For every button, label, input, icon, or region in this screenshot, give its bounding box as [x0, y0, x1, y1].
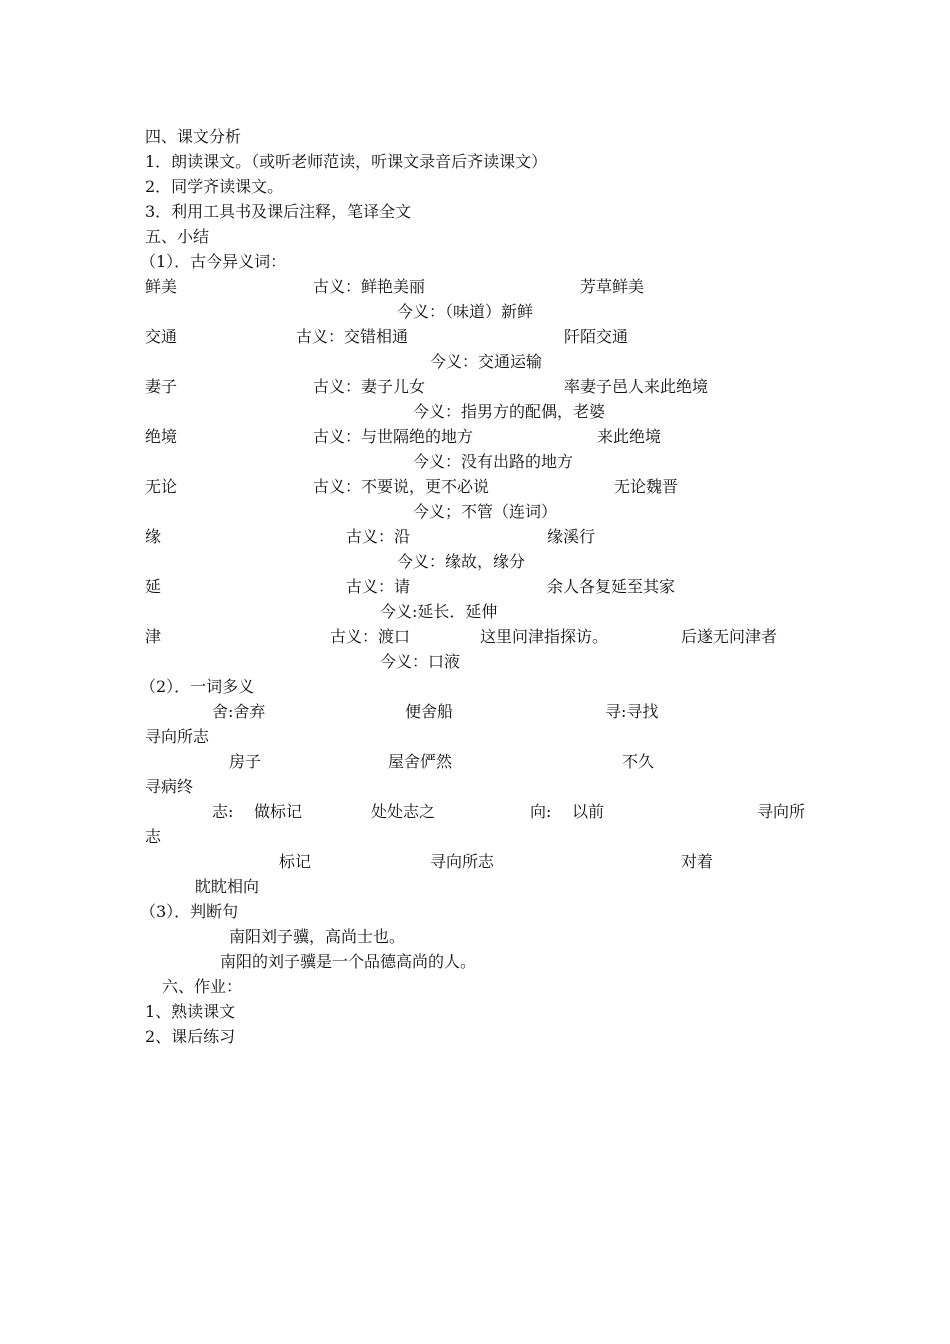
word-example: 无论魏晋 — [614, 477, 679, 496]
polysemy-xun-example-1: 寻向所志 — [145, 727, 210, 746]
word-example: 率妻子邑人来此绝境 — [564, 377, 709, 396]
word-modern-meaning: 今义：口液 — [380, 652, 461, 671]
word-ancient-meaning: 古义：交错相通 — [296, 327, 409, 346]
word-modern-meaning: 今义：（味道）新鲜 — [397, 302, 534, 321]
word-ancient-meaning: 古义：不要说，更不必说 — [313, 477, 490, 496]
section4-heading: 四、课文分析 — [145, 127, 242, 146]
word-ancient-meaning: 古义：请 — [346, 577, 411, 596]
polysemy-she-example-2: 屋舍俨然 — [388, 752, 453, 771]
word-modern-meaning: 今义:延长．延伸 — [380, 602, 498, 621]
word-ancient-meaning: 古义：渡口 — [330, 627, 411, 646]
word-example: 缘溪行 — [547, 527, 596, 546]
polysemy-xiang-example-1a: 寻向所 — [757, 802, 806, 821]
polysemy-zhi-example-1: 处处志之 — [371, 802, 436, 821]
judgment-sentence: 南阳刘子骥，高尚士也。 — [229, 927, 406, 946]
step-2: 2．同学齐读课文。 — [145, 177, 284, 196]
word-term: 津 — [145, 627, 162, 646]
word-term: 鲜美 — [145, 277, 178, 296]
homework-2: 2、课后练习 — [145, 1027, 236, 1046]
polysemy-zhi-label: 志: — [212, 802, 234, 821]
word-term: 无论 — [145, 477, 178, 496]
section6-heading: 六、作业： — [162, 977, 243, 996]
word-modern-meaning: 今义：缘故，缘分 — [397, 552, 526, 571]
word-modern-meaning: 今义；不管（连词） — [413, 502, 558, 521]
polysemy-xun-example-2: 寻病终 — [145, 777, 194, 796]
word-modern-meaning: 今义：没有出路的地方 — [413, 452, 574, 471]
word-example: 余人各复延至其家 — [547, 577, 676, 596]
polysemy-xun-meaning-1: 寻:寻找 — [605, 702, 659, 721]
polysemy-she-example-1: 便舍船 — [405, 702, 454, 721]
homework-1: 1、熟读课文 — [145, 1002, 236, 1021]
step-1: 1．朗读课文。（或听老师范读，听课文录音后齐读课文） — [145, 152, 548, 171]
word-term: 交通 — [145, 327, 178, 346]
section5-heading: 五、小结 — [145, 227, 210, 246]
word-example: 这里问津指探访。 — [480, 627, 609, 646]
part2-title: （2）．一词多义 — [140, 677, 255, 696]
word-example: 芳草鲜美 — [580, 277, 645, 296]
polysemy-zhi-example-2: 寻向所志 — [430, 852, 495, 871]
polysemy-xiang-label: 向: — [530, 802, 552, 821]
word-ancient-meaning: 古义：沿 — [346, 527, 411, 546]
step-3: 3．利用工具书及课后注释，笔译全文 — [145, 202, 412, 221]
word-ancient-meaning: 古义：妻子儿女 — [313, 377, 426, 396]
word-term: 妻子 — [145, 377, 178, 396]
word-example: 阡陌交通 — [564, 327, 629, 346]
word-term: 延 — [145, 577, 162, 596]
polysemy-xun-meaning-2: 不久 — [622, 752, 655, 771]
polysemy-xiang-example-2: 眈眈相向 — [195, 877, 260, 896]
word-ancient-meaning: 古义：与世隔绝的地方 — [313, 427, 474, 446]
part1-title: （1）．古今异义词： — [140, 252, 287, 271]
polysemy-xiang-example-1b: 志 — [145, 827, 162, 846]
part3-title: （3）．判断句 — [140, 902, 239, 921]
polysemy-xiang-meaning-1: 以前 — [572, 802, 605, 821]
word-example: 来此绝境 — [597, 427, 662, 446]
word-term: 绝境 — [145, 427, 178, 446]
polysemy-she-meaning-1: 舍:舍弃 — [212, 702, 266, 721]
word-example-2: 后遂无问津者 — [681, 627, 778, 646]
word-modern-meaning: 今义：指男方的配偶，老婆 — [413, 402, 606, 421]
polysemy-zhi-meaning-1: 做标记 — [254, 802, 303, 821]
word-term: 缘 — [145, 527, 162, 546]
judgment-translation: 南阳的刘子骥是一个品德高尚的人。 — [220, 952, 477, 971]
word-modern-meaning: 今义：交通运输 — [430, 352, 543, 371]
polysemy-she-meaning-2: 房子 — [229, 752, 262, 771]
polysemy-xiang-meaning-2: 对着 — [681, 852, 714, 871]
word-ancient-meaning: 古义：鲜艳美丽 — [313, 277, 426, 296]
polysemy-zhi-meaning-2: 标记 — [279, 852, 312, 871]
